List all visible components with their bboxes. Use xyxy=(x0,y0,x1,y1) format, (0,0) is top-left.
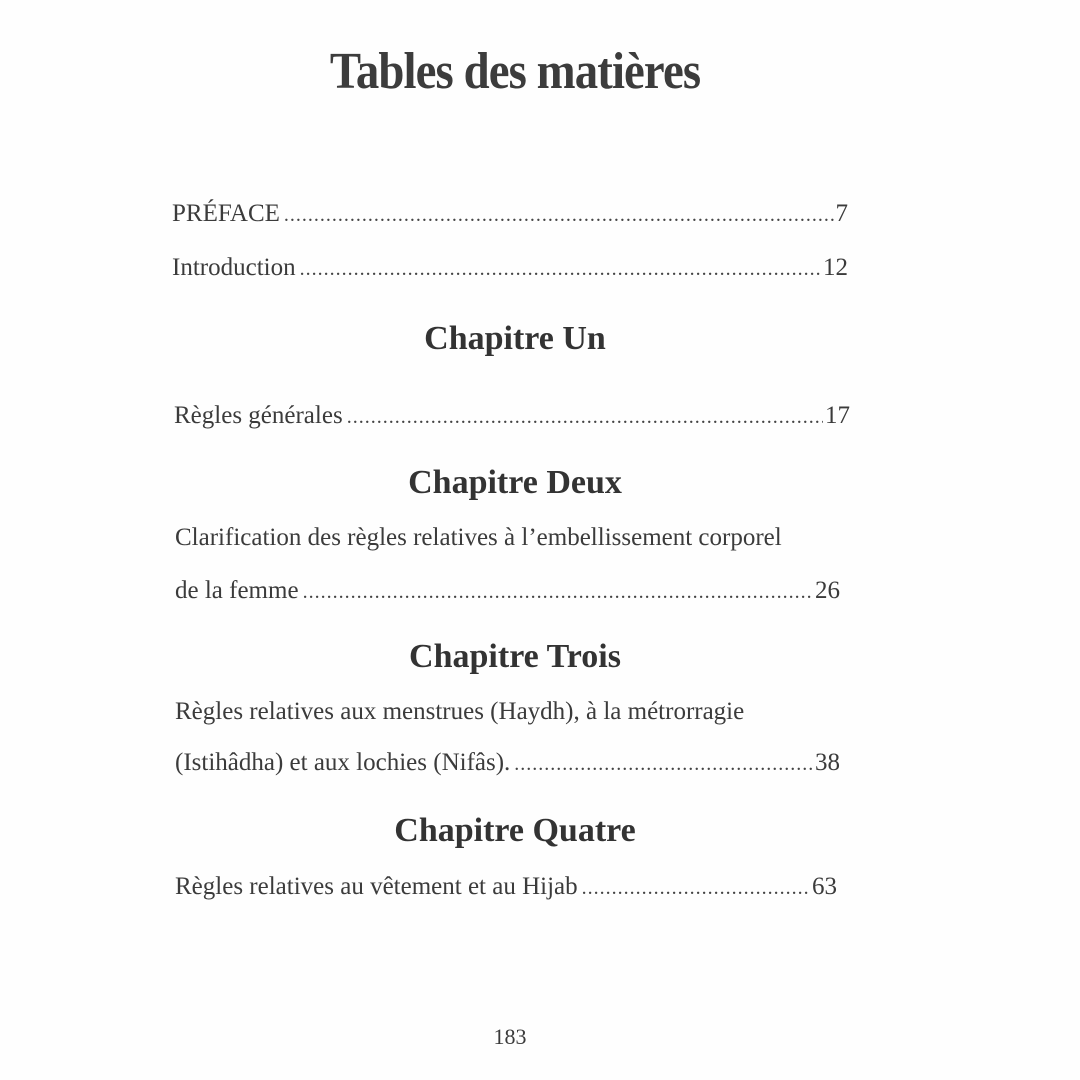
toc-entry-introduction xyxy=(172,254,848,282)
toc-entry-label: (Istihâdha) et aux lochies (Nifâs). xyxy=(175,749,511,776)
chapter-heading-2: Chapitre Deux xyxy=(408,464,622,501)
toc-entry-chapter-2 xyxy=(175,577,840,605)
chapter-heading-3: Chapitre Trois xyxy=(409,638,621,675)
toc-entry-label: PRÉFACE xyxy=(172,200,280,227)
toc-entry-chapter-1 xyxy=(174,402,850,430)
dot-leader xyxy=(582,877,810,900)
toc-page-number: 26 xyxy=(815,577,840,604)
dot-leader xyxy=(514,753,813,776)
page-number: 183 xyxy=(493,1024,527,1049)
dot-leader xyxy=(300,258,821,281)
page-title: Tables des matières xyxy=(329,43,701,100)
toc-entry-line: Clarification des règles relatives à l’embellissement corporel xyxy=(175,524,782,551)
chapter-heading-4: Chapitre Quatre xyxy=(394,812,636,849)
toc-entry-chapter-4 xyxy=(175,873,837,901)
chapter-heading-1: Chapitre Un xyxy=(424,320,606,357)
dot-leader xyxy=(303,581,813,604)
toc-entry-label: Introduction xyxy=(172,254,296,281)
dot-leader xyxy=(284,204,834,227)
toc-entry-line: Règles relatives aux menstrues (Haydh), à la métrorragie xyxy=(175,698,745,725)
toc-page-number: 63 xyxy=(812,873,837,900)
toc-entry-label: Règles générales xyxy=(174,402,343,429)
toc-page-number: 12 xyxy=(823,254,848,281)
toc-page-number: 38 xyxy=(815,749,840,776)
toc-entry-label: de la femme xyxy=(175,577,299,604)
toc-entry-chapter-3 xyxy=(175,749,840,777)
toc-entry-label: Règles relatives au vêtement et au Hijab xyxy=(175,873,578,900)
toc-page-number: 17 xyxy=(825,402,850,429)
dot-leader xyxy=(347,406,823,429)
toc-entry-preface xyxy=(172,200,848,228)
toc-page-number: 7 xyxy=(835,200,848,227)
